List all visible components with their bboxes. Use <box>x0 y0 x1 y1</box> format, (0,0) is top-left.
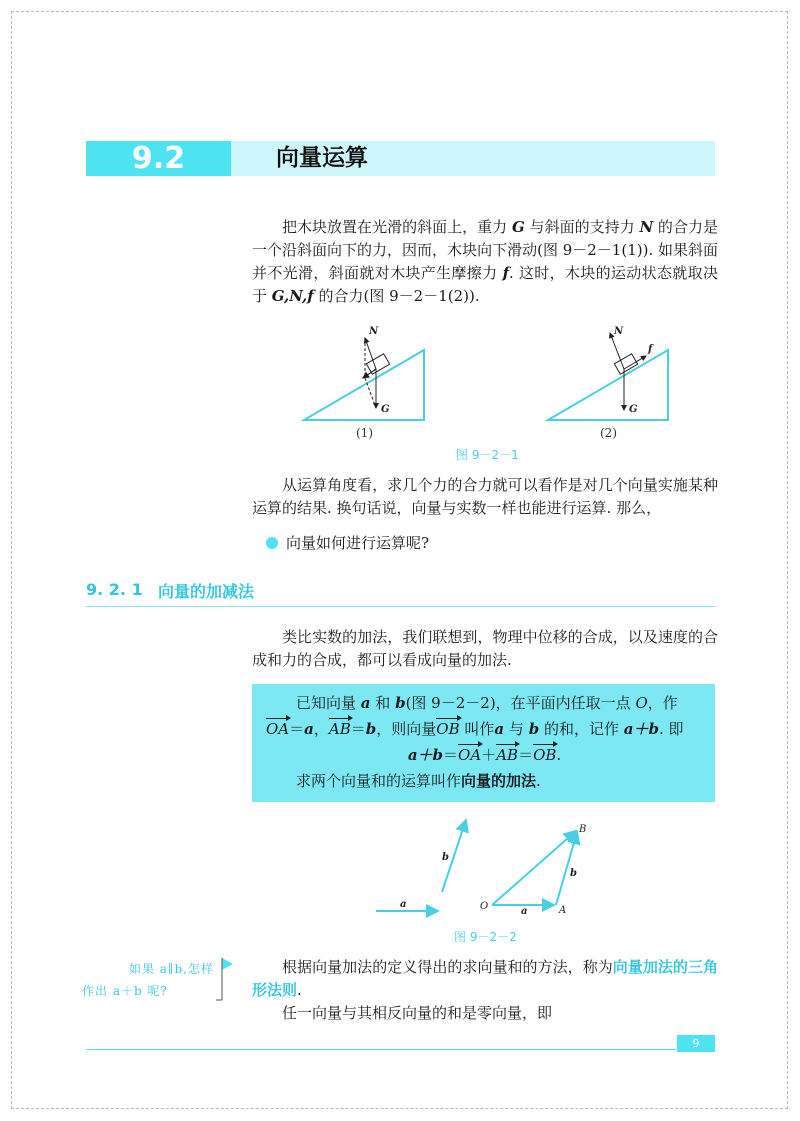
incline-2 <box>548 326 668 420</box>
figure-caption-2: 图 9－2－2 <box>454 930 517 944</box>
label-f: f <box>648 344 653 355</box>
bullet-question: 向量如何进行运算呢? <box>266 532 429 554</box>
figure-9-2-1 <box>290 320 700 465</box>
subsection-title: 向量的加减法 <box>158 582 255 601</box>
figure-caption-1: 图 9－2－1 <box>456 448 519 462</box>
label-a: a <box>521 906 528 917</box>
label-b-left: b <box>442 852 449 863</box>
paragraph-5: 任一向量与其相反向量的和是零向量，即 <box>282 1004 553 1022</box>
vector-triangle-diagram <box>370 816 600 921</box>
section-number: 9.2 <box>86 141 231 176</box>
incline-1 <box>304 326 424 420</box>
label-N-2: N <box>614 326 624 337</box>
page-number: 9 <box>677 1035 715 1052</box>
subsection-number: 9. 2. 1 <box>86 580 143 599</box>
margin-flag-icon <box>216 957 236 1003</box>
definition-box: 已知向量 a 和 b(图 9－2－2)，在平面内任取一点 O，作 OA＝a，AB＝b，则向量OB 叫作a 与 b 的和，记作 a＋b. 即 a＋b＝OA＋AB＝OB. 求两个向量和的运算叫作向量的加法. <box>252 684 715 802</box>
incline-diagrams <box>290 320 700 465</box>
label-O: O <box>480 901 489 912</box>
label-A: A <box>559 905 567 916</box>
label-G-1: G <box>381 404 390 415</box>
paragraph-2: 从运算角度看，求几个力的合力就可以看作是对几个向量实施某种运算的结果. 换句话说，向量与实数一样也能进行运算. 那么， <box>252 476 718 517</box>
figure-9-2-2 <box>370 816 600 944</box>
section-header <box>86 141 715 176</box>
label-a-left: a <box>400 899 407 910</box>
margin-note: 如果 a∥b,怎样 作出 a＋b 呢? <box>82 962 214 998</box>
subfigure-label-1: (1) <box>356 426 373 440</box>
subfigure-label-2: (2) <box>600 426 617 440</box>
vector-OB <box>492 831 576 905</box>
bullet-dot-icon <box>266 537 278 549</box>
label-B: B <box>579 824 587 835</box>
paragraph-4: 根据向量加法的定义得出的求向量和的方法，称为向量加法的三角形法则. <box>252 958 718 999</box>
label-G-2: G <box>629 404 638 415</box>
subsection-header <box>86 578 716 607</box>
section-title: 向量运算 <box>276 145 368 171</box>
label-b: b <box>570 868 577 879</box>
label-N-1: N <box>369 326 379 337</box>
footer-rule <box>86 1049 676 1050</box>
paragraph-3: 类比实数的加法，我们联想到，物理中位移的合成，以及速度的合成和力的合成，都可以看成向量的加法. <box>252 628 718 669</box>
intro-paragraph: 把木块放置在光滑的斜面上，重力 G 与斜面的支持力 N 的合力是一个沿斜面向下的力，因而，木块向下滑动(图 9－2－1(1)). 如果斜面并不光滑，斜面就对木块产生摩擦力 f. 这时，木块的运动状态就取决于 G,N,f 的合力(图 9－2－1(2)). <box>252 218 718 305</box>
